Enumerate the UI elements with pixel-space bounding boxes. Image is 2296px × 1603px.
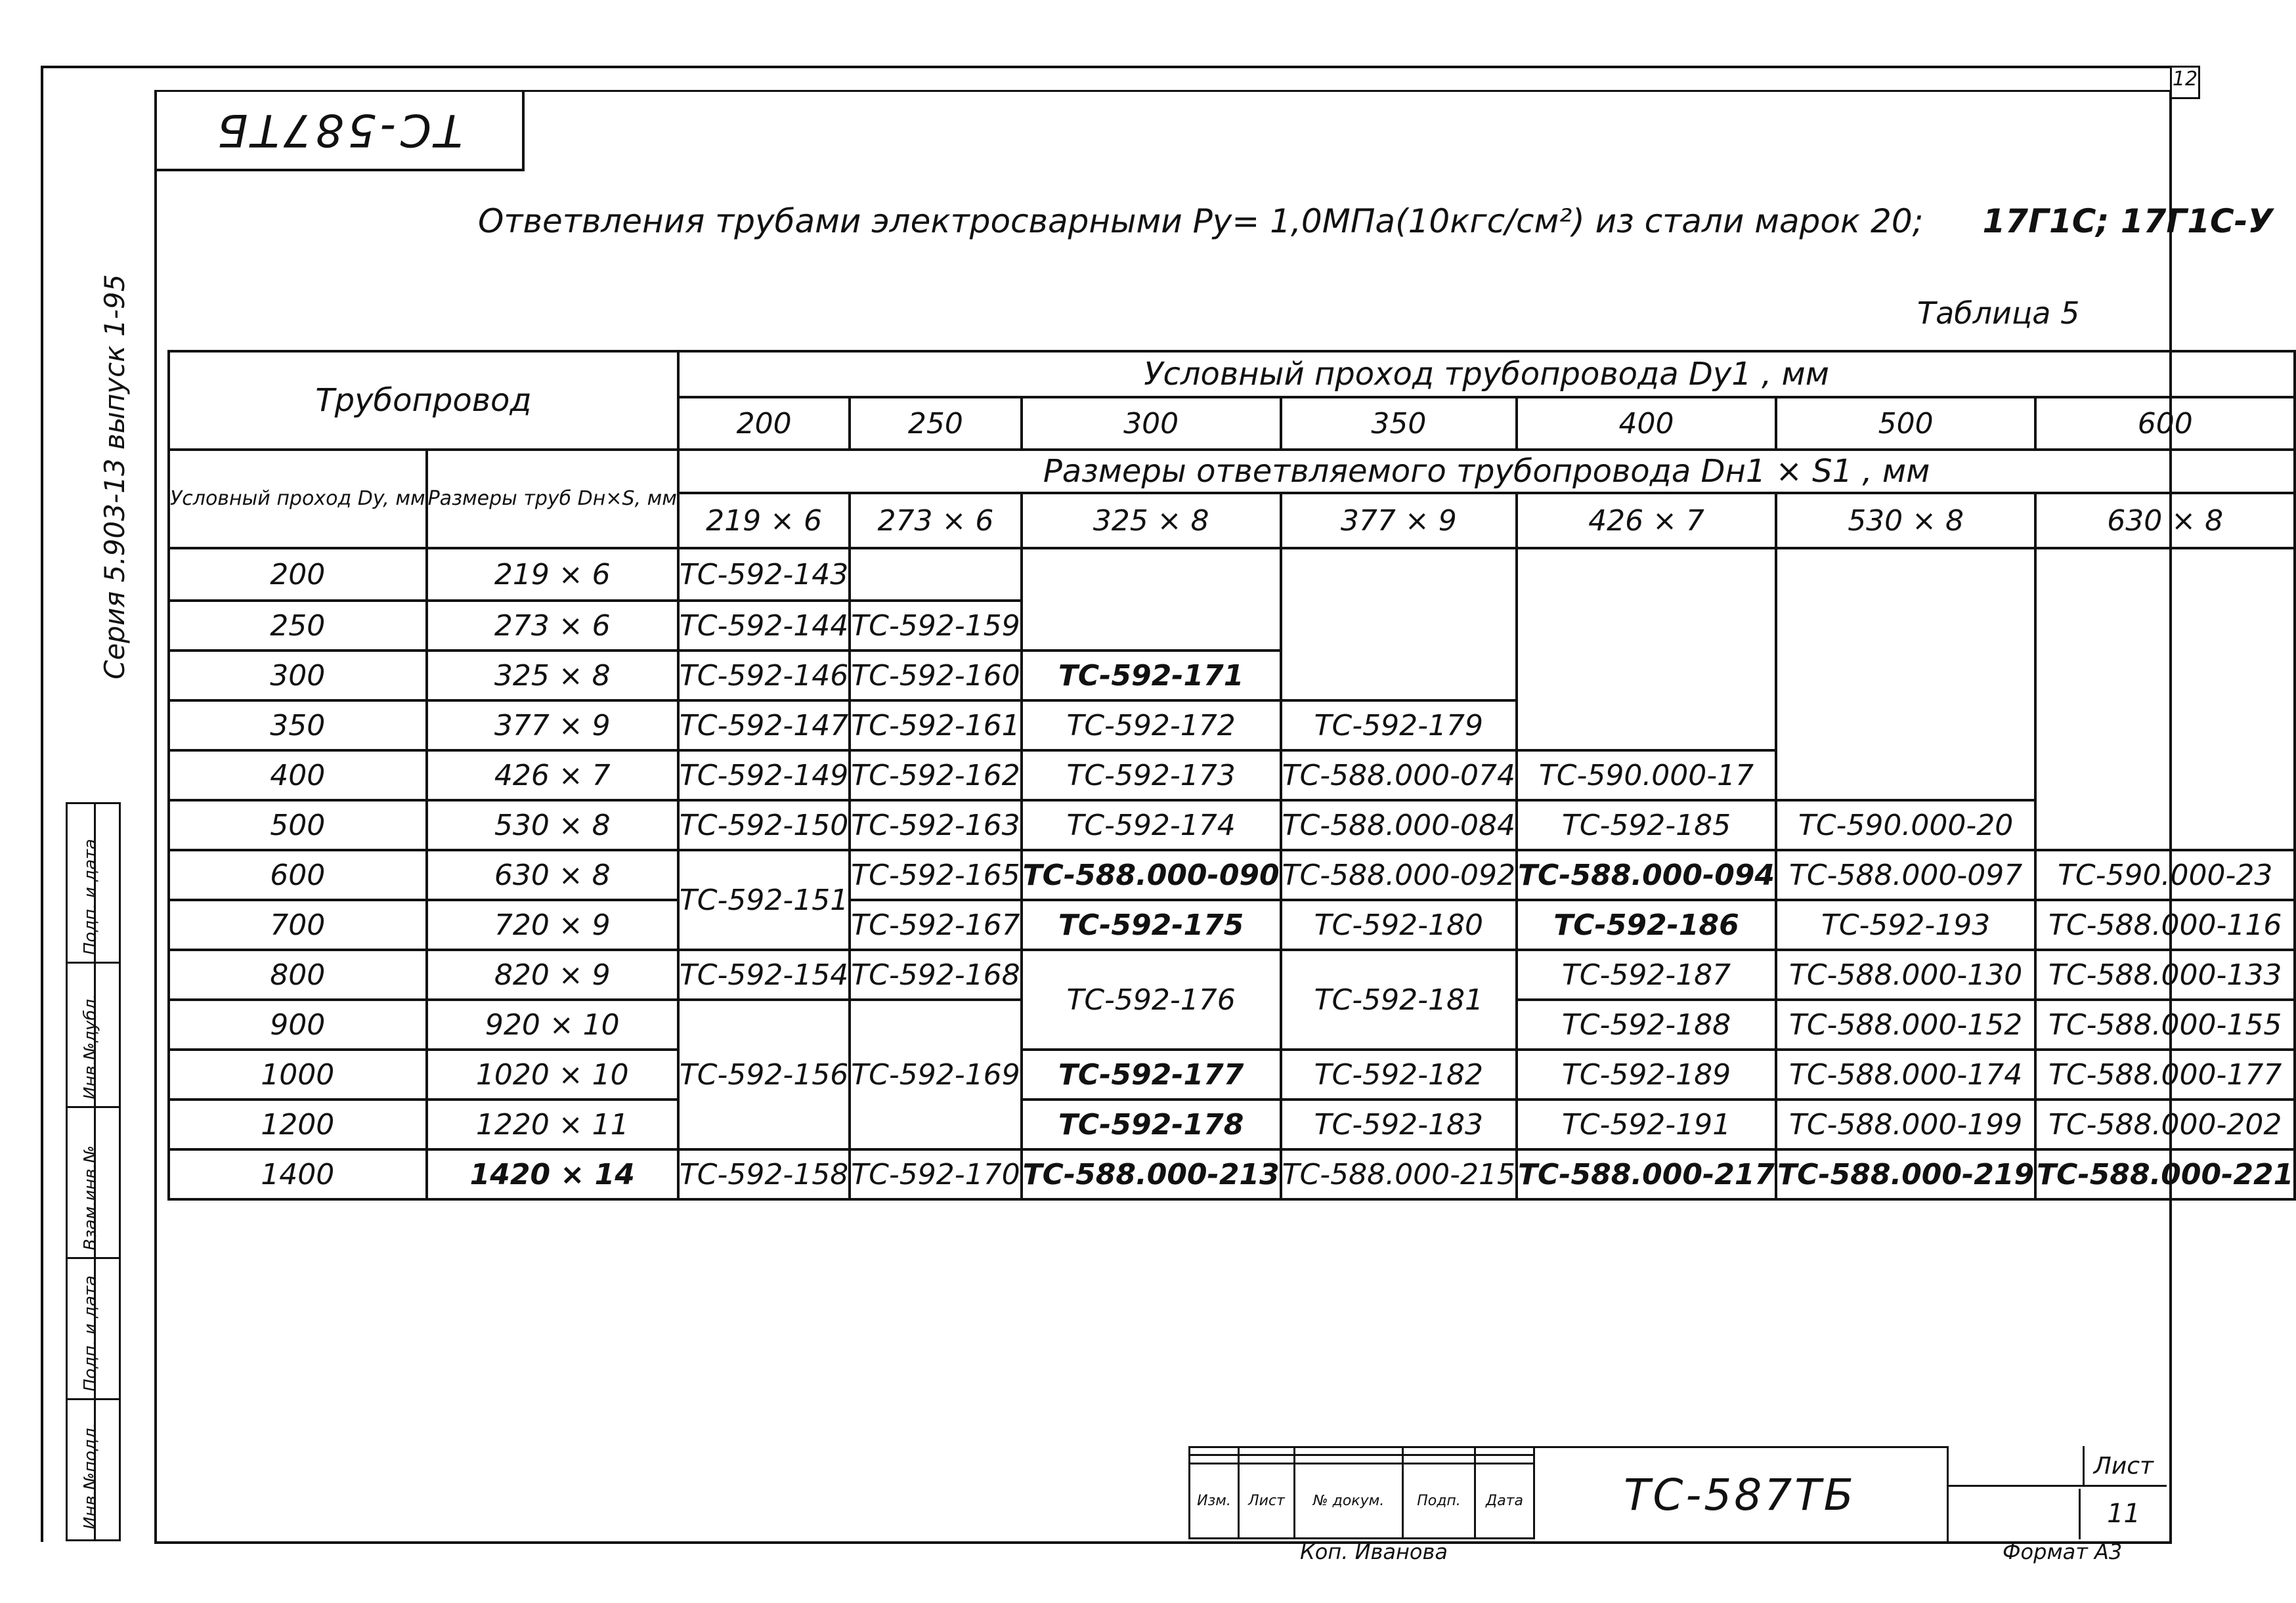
cell-r1c1: ТС-592-159 xyxy=(850,601,1021,651)
cell-r8c1: ТС-592-168 xyxy=(850,950,1021,1000)
row-size: 530 × 8 xyxy=(427,800,678,850)
document-title xyxy=(478,202,2273,240)
cell-r11c6: ТС-588.000-202 xyxy=(2035,1100,2295,1149)
row-dy: 800 xyxy=(169,950,427,1000)
cell-r8c6: ТС-588.000-133 xyxy=(2035,950,2295,1000)
row-dy: 600 xyxy=(169,850,427,900)
title-block xyxy=(1188,1446,2167,1539)
row-size: 273 × 6 xyxy=(427,601,678,651)
row-size: 377 × 9 xyxy=(427,700,678,750)
pipeline-header: Трубопровод xyxy=(169,351,678,450)
row-size: 219 × 6 xyxy=(427,548,678,601)
dy1-header: 350 xyxy=(1281,397,1517,450)
row-dy: 200 xyxy=(169,548,427,601)
empty-cell xyxy=(1776,548,2035,800)
title-part2: 17Г1С; 17Г1С-У xyxy=(1982,202,2274,240)
cell-r5c2: ТС-592-174 xyxy=(1022,800,1281,850)
row-size: 720 × 9 xyxy=(427,900,678,950)
cell-r12c1: ТС-592-170 xyxy=(850,1149,1021,1199)
row-size: 426 × 7 xyxy=(427,750,678,800)
revision-grid xyxy=(1188,1446,1533,1539)
cell-r8c2: ТС-592-176 xyxy=(1022,950,1281,1050)
nominal-diameter-header: Условный проход трубопровода Dy1 , мм xyxy=(678,351,2295,397)
row-size: 1020 × 10 xyxy=(427,1050,678,1100)
left-strip-cell: Инв.№дубл. xyxy=(68,962,119,1108)
cell-r7c2: ТС-592-175 xyxy=(1022,900,1281,950)
cell-r1c0: ТС-592-144 xyxy=(678,601,850,651)
dn1-header: 630 × 8 xyxy=(2035,493,2295,548)
cell-r5c0: ТС-592-150 xyxy=(678,800,850,850)
dy1-header: 500 xyxy=(1776,397,2035,450)
cell-r7c6: ТС-588.000-116 xyxy=(2035,900,2295,950)
table-label: Таблица 5 xyxy=(1917,295,2080,331)
empty-cell xyxy=(1281,548,1517,700)
row-size: 1220 × 11 xyxy=(427,1100,678,1149)
row-size: 920 × 10 xyxy=(427,1000,678,1050)
cell-r4c4: ТС-590.000-17 xyxy=(1517,750,1776,800)
row-dy: 300 xyxy=(169,651,427,700)
cell-r2c1: ТС-592-160 xyxy=(850,651,1021,700)
corner-number: 12 xyxy=(2170,66,2200,99)
empty-cell xyxy=(1517,548,1776,750)
cell-r11c4: ТС-592-191 xyxy=(1517,1100,1776,1149)
row-dy: 1000 xyxy=(169,1050,427,1100)
cell-r4c1: ТС-592-162 xyxy=(850,750,1021,800)
row-size: 325 × 8 xyxy=(427,651,678,700)
cell-r12c3: ТС-588.000-215 xyxy=(1281,1149,1517,1199)
cell-r5c5: ТС-590.000-20 xyxy=(1776,800,2035,850)
cell-r6c0: ТС-592-151 xyxy=(678,850,850,950)
rev-label: Изм. xyxy=(1190,1463,1239,1539)
cell-r7c1: ТС-592-167 xyxy=(850,900,1021,950)
connections-table xyxy=(167,350,2296,1201)
left-strip xyxy=(66,802,121,1541)
cell-r5c4: ТС-592-185 xyxy=(1517,800,1776,850)
cell-r0c0: ТС-592-143 xyxy=(678,548,850,601)
cell-r6c3: ТС-588.000-092 xyxy=(1281,850,1517,900)
cell-r10c5: ТС-588.000-174 xyxy=(1776,1050,2035,1100)
branch-size-header: Размеры ответвляемого трубопровода Dн1 × S1 , мм xyxy=(678,450,2295,493)
cell-r3c1: ТС-592-161 xyxy=(850,700,1021,750)
empty-cell xyxy=(1022,548,1281,651)
series-label: Серия 5.903-13 выпуск 1-95 xyxy=(98,274,131,679)
cell-r6c1: ТС-592-165 xyxy=(850,850,1021,900)
cell-r5c1: ТС-592-163 xyxy=(850,800,1021,850)
title-part1: Ответвления трубами электросварными Py= 1,0МПа(10кгс/см²) из стали марок 20; xyxy=(478,202,1924,240)
row-size: 820 × 9 xyxy=(427,950,678,1000)
stamp-code-text: ТС-587ТБ xyxy=(213,103,463,156)
cell-r9c0: ТС-592-156 xyxy=(678,1000,850,1149)
sheet-number: 11 xyxy=(1947,1489,2167,1539)
dn1-header: 219 × 6 xyxy=(678,493,850,548)
cell-r8c5: ТС-588.000-130 xyxy=(1776,950,2035,1000)
sheet-label: Лист xyxy=(1947,1446,2167,1487)
cell-r8c3: ТС-592-181 xyxy=(1281,950,1517,1050)
cell-r9c5: ТС-588.000-152 xyxy=(1776,1000,2035,1050)
cell-r3c3: ТС-592-179 xyxy=(1281,700,1517,750)
cell-r3c0: ТС-592-147 xyxy=(678,700,850,750)
row-dy: 1200 xyxy=(169,1100,427,1149)
cell-r7c5: ТС-592-193 xyxy=(1776,900,2035,950)
cell-r6c4: ТС-588.000-094 xyxy=(1517,850,1776,900)
row-dy: 400 xyxy=(169,750,427,800)
cell-r8c4: ТС-592-187 xyxy=(1517,950,1776,1000)
rev-label: № докум. xyxy=(1295,1463,1403,1539)
empty-cell xyxy=(2035,548,2295,850)
cell-r12c6: ТС-588.000-221 xyxy=(2035,1149,2295,1199)
cell-r3c2: ТС-592-172 xyxy=(1022,700,1281,750)
left-strip-cell: Инв.№подл. xyxy=(81,1422,100,1529)
cell-r12c4: ТС-588.000-217 xyxy=(1517,1149,1776,1199)
dn1-header: 377 × 9 xyxy=(1281,493,1517,548)
row-size: 630 × 8 xyxy=(427,850,678,900)
cell-r10c3: ТС-592-182 xyxy=(1281,1050,1517,1100)
cell-r11c5: ТС-588.000-199 xyxy=(1776,1100,2035,1149)
dy1-header: 200 xyxy=(678,397,850,450)
cell-r4c3: ТС-588.000-074 xyxy=(1281,750,1517,800)
cell-r2c2: ТС-592-171 xyxy=(1022,651,1281,700)
row-dy: 1400 xyxy=(169,1149,427,1199)
cell-r10c6: ТС-588.000-177 xyxy=(2035,1050,2295,1100)
top-stamp-code xyxy=(154,90,525,171)
empty-cell xyxy=(850,548,1021,601)
cell-r4c2: ТС-592-173 xyxy=(1022,750,1281,800)
cell-r10c4: ТС-592-189 xyxy=(1517,1050,1776,1100)
left-strip-cell: Подп. и дата xyxy=(68,1257,119,1400)
cell-r12c0: ТС-592-158 xyxy=(678,1149,850,1199)
row-dy: 350 xyxy=(169,700,427,750)
cell-r11c3: ТС-592-183 xyxy=(1281,1100,1517,1149)
cell-r9c4: ТС-592-188 xyxy=(1517,1000,1776,1050)
col-size-header: Размеры труб Dн×S, мм xyxy=(427,450,678,548)
dn1-header: 530 × 8 xyxy=(1776,493,2035,548)
cell-r5c3: ТС-588.000-084 xyxy=(1281,800,1517,850)
cell-r9c6: ТС-588.000-155 xyxy=(2035,1000,2295,1050)
sheet-box xyxy=(1947,1446,2167,1539)
row-dy: 700 xyxy=(169,900,427,950)
left-strip-cell: Подп. и дата xyxy=(68,804,119,964)
document-code: ТС-587ТБ xyxy=(1533,1446,1949,1543)
dy1-header: 600 xyxy=(2035,397,2295,450)
cell-r8c0: ТС-592-154 xyxy=(678,950,850,1000)
dy1-header: 250 xyxy=(850,397,1021,450)
cell-r9c1: ТС-592-169 xyxy=(850,1000,1021,1149)
rev-label: Подп. xyxy=(1403,1463,1475,1539)
cell-r12c5: ТС-588.000-219 xyxy=(1776,1149,2035,1199)
rev-label: Дата xyxy=(1475,1463,1534,1539)
cell-r7c4: ТС-592-186 xyxy=(1517,900,1776,950)
cell-r4c0: ТС-592-149 xyxy=(678,750,850,800)
cell-r6c2: ТС-588.000-090 xyxy=(1022,850,1281,900)
row-dy: 900 xyxy=(169,1000,427,1050)
copied-by: Коп. Иванова xyxy=(1300,1539,1448,1564)
dn1-header: 273 × 6 xyxy=(850,493,1021,548)
row-size: 1420 × 14 xyxy=(427,1149,678,1199)
cell-r6c6: ТС-590.000-23 xyxy=(2035,850,2295,900)
dy1-header: 400 xyxy=(1517,397,1776,450)
cell-r11c2: ТС-592-178 xyxy=(1022,1100,1281,1149)
cell-r2c0: ТС-592-146 xyxy=(678,651,850,700)
cell-r12c2: ТС-588.000-213 xyxy=(1022,1149,1281,1199)
dn1-header: 426 × 7 xyxy=(1517,493,1776,548)
cell-r7c3: ТС-592-180 xyxy=(1281,900,1517,950)
left-strip-cell: Взам.инв.№ xyxy=(68,1106,119,1259)
format-label: Формат А3 xyxy=(2003,1539,2123,1564)
dn1-header: 325 × 8 xyxy=(1022,493,1281,548)
cell-r6c5: ТС-588.000-097 xyxy=(1776,850,2035,900)
cell-r10c2: ТС-592-177 xyxy=(1022,1050,1281,1100)
rev-label: Лист xyxy=(1239,1463,1295,1539)
row-dy: 250 xyxy=(169,601,427,651)
dy1-header: 300 xyxy=(1022,397,1281,450)
col-dy-header: Условный проход Dy, мм xyxy=(169,450,427,548)
row-dy: 500 xyxy=(169,800,427,850)
